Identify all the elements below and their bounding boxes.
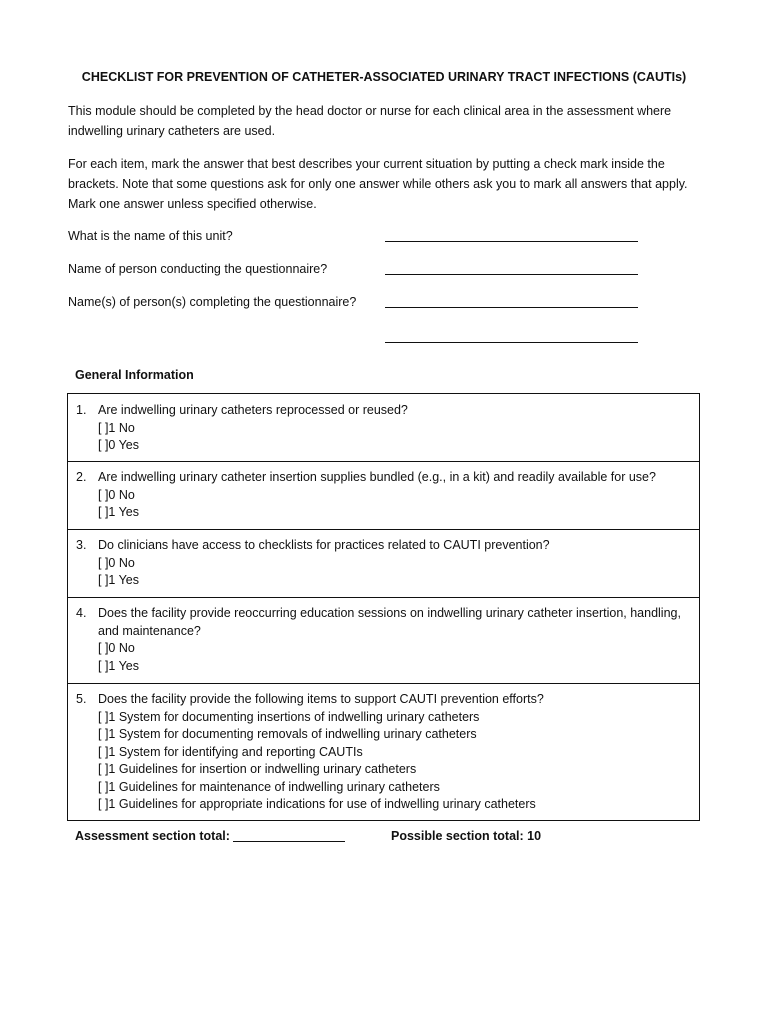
question-text: Does the facility provide the following items to support CAUTI prevention efforts?: [98, 692, 544, 706]
question-box-1: [67, 393, 700, 462]
question-box-5: [67, 684, 700, 821]
answer-option-yes[interactable]: [ ]0 Yes: [98, 438, 140, 452]
completer-names-label: Name(s) of person(s) completing the questionnaire?: [68, 295, 357, 309]
answer-option-removals-system[interactable]: [ ]1 System for documenting removals of indwelling urinary catheters: [98, 727, 477, 741]
question-number: 5.: [76, 692, 87, 706]
assessment-total-field[interactable]: [233, 829, 345, 842]
conductor-name-field[interactable]: [385, 274, 638, 275]
question-box-3: [67, 530, 700, 598]
conductor-name-label: Name of person conducting the questionnaire?: [68, 262, 328, 276]
answer-option-no[interactable]: [ ]1 No: [98, 420, 135, 435]
question-number: 2.: [76, 470, 87, 484]
possible-total: Possible section total: 10: [391, 829, 542, 843]
question-number: 4.: [76, 606, 87, 620]
completer-names-field-2[interactable]: [385, 342, 638, 343]
answer-option-yes[interactable]: [ ]1 Yes: [98, 505, 140, 519]
completer-names-field[interactable]: [385, 307, 638, 308]
intro-paragraph-2: For each item, mark the answer that best describes your current situation by putting a check mark inside the brackets. Note that some questions ask for only one answer while others ask you to mark all answers that apply. Mark one answer unless specified otherwise.: [68, 157, 688, 211]
intro-paragraph-1: This module should be completed by the head doctor or nurse for each clinical area in the assessment where indwelling urinary catheters are used.: [68, 104, 672, 138]
answer-option-maintenance-guidelines[interactable]: [ ]1 Guidelines for maintenance of indwelling urinary catheters: [98, 779, 440, 794]
section-title: General Information: [75, 368, 194, 382]
question-number: 1.: [76, 403, 87, 417]
unit-name-label: What is the name of this unit?: [68, 229, 233, 243]
unit-name-field[interactable]: [385, 241, 638, 242]
answer-option-yes[interactable]: [ ]1 Yes: [98, 573, 140, 587]
question-text: Does the facility provide reoccurring education sessions on indwelling urinary catheter insertion, handling, and maintenance?: [98, 606, 681, 638]
question-text: Do clinicians have access to checklists for practices related to CAUTI prevention?: [98, 538, 550, 552]
question-number: 3.: [76, 538, 87, 552]
answer-option-no[interactable]: [ ]0 No: [98, 641, 135, 655]
assessment-total-label: Assessment section total:: [75, 829, 230, 843]
answer-option-insertion-guidelines[interactable]: [ ]1 Guidelines for insertion or indwelling urinary catheters: [98, 762, 417, 776]
question-box-4: [67, 598, 700, 684]
answer-option-reporting-system[interactable]: [ ]1 System for identifying and reporting CAUTIs: [98, 744, 363, 759]
question-box-2: [67, 462, 700, 530]
answer-option-no[interactable]: [ ]0 No: [98, 487, 135, 502]
assessment-total: [75, 829, 345, 843]
answer-option-indications-guidelines[interactable]: [ ]1 Guidelines for appropriate indications for use of indwelling urinary catheters: [98, 797, 536, 811]
question-text: Are indwelling urinary catheter insertion supplies bundled (e.g., in a kit) and readily available for use?: [98, 470, 656, 484]
answer-option-no[interactable]: [ ]0 No: [98, 555, 135, 570]
document-title: CHECKLIST FOR PREVENTION OF CATHETER-ASSOCIATED URINARY TRACT INFECTIONS (CAUTIs): [81, 70, 687, 84]
answer-option-insertions-system[interactable]: [ ]1 System for documenting insertions of indwelling urinary catheters: [98, 709, 480, 724]
question-text: Are indwelling urinary catheters reprocessed or reused?: [98, 403, 408, 417]
answer-option-yes[interactable]: [ ]1 Yes: [98, 658, 140, 673]
